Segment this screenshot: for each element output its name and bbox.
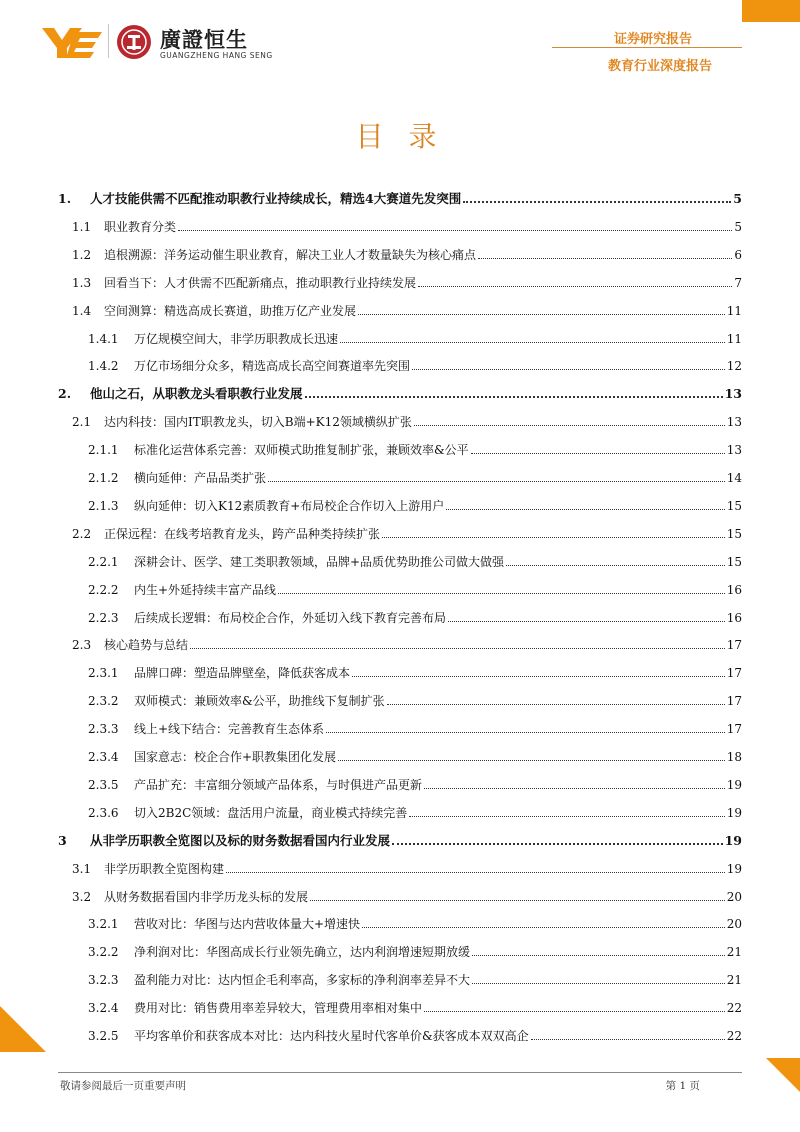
toc-entry-page: 7 (734, 275, 742, 290)
toc-entry-title: 切入2B2C领域：盘活用户流量，商业模式持续完善 (134, 805, 408, 820)
toc-entry-title: 费用对比：销售费用率差异较大，管理费用率相对集中 (134, 1001, 423, 1016)
toc-entry-page: 22 (726, 1029, 742, 1043)
toc-leader-dots (506, 565, 725, 566)
toc-leader-dots (472, 955, 725, 956)
toc-entry[interactable] (58, 573, 742, 597)
toc-entry[interactable] (58, 1019, 742, 1043)
toc-entry-title: 人才技能供需不匹配推动职教行业持续成长，精选4大赛道先发突围 (90, 191, 462, 206)
toc-entry-title: 国家意志：校企合作+职教集团化发展 (134, 750, 337, 764)
report-subtype-label: 教育行业深度报告 (607, 59, 712, 74)
toc-leader-dots (531, 1039, 725, 1040)
toc-entry-page: 13 (726, 443, 742, 458)
logo-separator (108, 24, 109, 58)
toc-leader-dots (412, 369, 725, 370)
toc-entry-title: 正保远程：在线考培教育龙头，跨产品种类持续扩张 (104, 526, 381, 541)
toc-leader-dots (472, 983, 725, 984)
toc-entry[interactable] (58, 656, 742, 680)
toc-entry-page: 15 (726, 526, 742, 541)
toc-leader-dots (424, 788, 725, 789)
toc-entry-number: 2.3.4 (88, 750, 119, 764)
toc-leader-dots (448, 621, 725, 622)
corner-accent-bottom-left (0, 1006, 46, 1052)
toc-entry-page: 19 (726, 777, 742, 792)
toc-entry[interactable] (58, 852, 742, 876)
toc-entry-number: 2.1.1 (88, 443, 119, 458)
toc-entry-title: 追根溯源：洋务运动催生职业教育，解决工业人才数量缺失为核心痛点 (104, 247, 477, 262)
brand-name-cn: 廣證恒生 (160, 28, 248, 52)
toc-entry-title: 从财务数据看国内非学历龙头标的发展 (104, 889, 309, 904)
toc-entry-title: 内生+外延持续丰富产品线 (134, 582, 277, 597)
toc-entry-title: 线上+线下结合：完善教育生态体系 (134, 722, 325, 737)
toc-entry[interactable] (58, 349, 742, 373)
toc-leader-dots (178, 230, 732, 231)
toc-entry[interactable] (58, 935, 742, 959)
toc-entry-number: 2.3.2 (88, 694, 119, 709)
toc-entry-title: 净利润对比：华图高成长行业领先确立，达内利润增速短期放缓 (134, 945, 471, 960)
toc-entry-page: 11 (726, 331, 742, 346)
toc-entry[interactable] (58, 796, 742, 820)
toc-leader-dots (340, 342, 725, 343)
toc-entry-title: 营收对比：华图与达内营收体量大+增速快 (134, 917, 361, 932)
toc-entry-title: 平均客单价和获客成本对比：达内科技火星时代客单价&获客成本双双高企 (134, 1029, 529, 1043)
toc-entry-number: 3.2 (72, 889, 92, 904)
toc-entry[interactable] (58, 461, 742, 485)
toc-entry[interactable] (58, 266, 742, 290)
toc-entry-page: 20 (726, 917, 742, 932)
toc-leader-dots (409, 816, 724, 817)
toc-entry-page: 14 (726, 471, 742, 485)
toc-entry-page: 17 (726, 694, 742, 709)
toc-entry-number: 1.4.1 (88, 331, 119, 346)
toc-leader-dots (418, 286, 732, 287)
toc-entry-page: 18 (726, 750, 742, 764)
toc-entry-title: 横向延伸：产品品类扩张 (134, 471, 267, 485)
toc-entry-number: 2.3.5 (88, 777, 119, 792)
toc-entry[interactable] (58, 210, 742, 234)
toc-entry-number: 2.3.1 (88, 666, 119, 681)
toc-entry-page: 17 (726, 722, 742, 737)
toc-entry-number: 1.4.2 (88, 359, 119, 374)
toc-entry-number: 1.3 (72, 275, 92, 290)
toc-entry-title: 他山之石，从职教龙头看职教行业发展 (90, 386, 303, 402)
toc-entry[interactable] (58, 740, 742, 764)
toc-entry-page: 19 (726, 805, 742, 820)
toc-entry[interactable] (58, 433, 742, 457)
corner-accent-bottom-right (766, 1058, 800, 1092)
toc-entry-page: 17 (726, 638, 742, 653)
toc-leader-dots (310, 900, 725, 901)
footer-disclaimer: 敬请参阅最后一页重要声明 (60, 1080, 186, 1092)
toc-leader-dots (392, 843, 723, 845)
toc-entry-page: 12 (726, 359, 742, 374)
toc-leader-dots (424, 1011, 725, 1012)
toc-entry[interactable] (58, 880, 742, 904)
report-type-label: 证券研究报告 (613, 32, 692, 47)
toc-entry-page: 19 (726, 861, 742, 876)
toc-entry[interactable] (58, 628, 742, 652)
toc-leader-dots (305, 396, 723, 398)
toc-entry-page: 21 (726, 945, 742, 960)
footer-page-number: 第 1 页 (665, 1080, 700, 1092)
toc-entry-number: 3.2.1 (88, 917, 119, 932)
toc-leader-dots (471, 453, 725, 454)
toc-entry-title: 空间测算：精选高成长赛道，助推万亿产业发展 (104, 303, 357, 318)
toc-entry[interactable] (58, 768, 742, 792)
toc-entry-title: 盈利能力对比：达内恒企毛利率高，多家标的净利润率差异不大 (134, 973, 471, 988)
toc-entry[interactable] (58, 684, 742, 708)
toc-leader-dots (338, 760, 725, 761)
toc-entry-number: 2.1.2 (88, 471, 119, 485)
toc-entry-title: 万亿市场细分众多，精选高成长高空间赛道率先突围 (134, 359, 411, 374)
toc-leader-dots (226, 872, 725, 873)
toc-entry[interactable] (58, 963, 742, 987)
toc-leader-dots (326, 732, 725, 733)
toc-entry-number: 2.2.2 (88, 582, 119, 597)
toc-entry[interactable] (58, 322, 742, 346)
toc-entry-number: 2.2 (72, 526, 92, 541)
toc-entry-title: 达内科技：国内IT职教龙头，切入B端+K12领域横纵扩张 (104, 415, 412, 430)
toc-entry-number: 3.2.5 (88, 1029, 119, 1043)
toc-leader-dots (387, 704, 725, 705)
toc-entry[interactable] (58, 182, 742, 206)
toc-leader-dots (382, 537, 725, 538)
toc-entry-title: 万亿规模空间大，非学历职教成长迅速 (134, 331, 339, 346)
toc-entry-number: 2.3 (72, 638, 92, 653)
toc-leader-dots (358, 314, 725, 315)
toc-leader-dots (446, 509, 724, 510)
toc-entry-title: 产品扩充：丰富细分领域产品体系，与时俱进产品更新 (134, 777, 423, 792)
toc-entry-title: 后续成长逻辑：布局校企合作，外延切入线下教育完善布局 (134, 610, 447, 625)
toc-entry[interactable] (58, 712, 742, 736)
footer-divider (58, 1072, 742, 1073)
toc-entry-title: 标准化运营体系完善：双师模式助推复制扩张，兼顾效率&公平 (134, 443, 469, 458)
toc-entry[interactable] (58, 601, 742, 625)
toc-entry[interactable] (58, 907, 742, 931)
toc-entry-title: 核心趋势与总结 (104, 638, 189, 653)
toc-entry-title: 回看当下：人才供需不匹配新痛点，推动职教行业持续发展 (104, 275, 417, 290)
toc-entry-page: 22 (726, 1001, 742, 1016)
toc-entry[interactable] (58, 991, 742, 1015)
toc-entry-number: 2.3.6 (88, 805, 119, 820)
toc-entry-page: 16 (726, 582, 742, 597)
toc-leader-dots (190, 648, 725, 649)
toc-entry-page: 20 (726, 889, 742, 904)
toc-entry-number: 2.1.3 (88, 498, 119, 513)
toc-entry[interactable] (58, 545, 742, 569)
toc-entry-page: 15 (726, 554, 742, 569)
toc-entry-number: 1.4 (72, 303, 92, 318)
ye-logo-icon (40, 22, 104, 62)
toc-leader-dots (268, 481, 725, 482)
toc-entry-page: 19 (724, 832, 742, 848)
toc-entry[interactable] (58, 489, 742, 513)
toc-entry[interactable] (58, 377, 742, 401)
toc-entry-number: 3 (58, 832, 67, 848)
toc-entry-title: 纵向延伸：切入K12素质教育+布局校企合作切入上游用户 (134, 498, 445, 513)
toc-leader-dots (414, 425, 725, 426)
toc-entry-number: 2.3.3 (88, 722, 119, 737)
toc-entry-number: 1. (58, 191, 72, 206)
toc-entry[interactable] (58, 824, 742, 848)
toc-entry-number: 3.2.4 (88, 1001, 119, 1016)
toc-entry-number: 3.2.3 (88, 973, 119, 988)
toc-leader-dots (362, 927, 725, 928)
header-divider (552, 47, 742, 48)
toc-leader-dots (352, 676, 725, 677)
toc-entry-number: 3.2.2 (88, 945, 119, 960)
toc-entry-page: 13 (724, 386, 742, 402)
toc-entry-page: 11 (726, 303, 742, 318)
toc-entry-page: 21 (726, 973, 742, 988)
toc-entry[interactable] (58, 238, 742, 262)
toc-entry-number: 1.2 (72, 247, 92, 262)
toc-entry-number: 2.1 (72, 415, 92, 430)
brand-name-en: GUANGZHENG HANG SENG (160, 51, 273, 60)
toc-entry[interactable] (58, 405, 742, 429)
toc-entry-number: 2.2.3 (88, 610, 119, 625)
toc-entry-page: 13 (726, 415, 742, 430)
toc-entry-number: 1.1 (72, 219, 92, 234)
toc-leader-dots (463, 201, 731, 203)
toc-entry-title: 双师模式：兼顾效率&公平，助推线下复制扩张 (134, 694, 385, 709)
toc-entry-number: 2. (58, 386, 72, 402)
toc-entry-title: 深耕会计、医学、建工类职教领域，品牌+品质优势助推公司做大做强 (134, 554, 505, 569)
toc-entry-number: 2.2.1 (88, 554, 119, 569)
toc-entry-title: 从非学历职教全览图以及标的财务数据看国内行业发展 (90, 832, 391, 848)
toc-entry-page: 6 (734, 247, 742, 262)
toc-entry-title: 职业教育分类 (104, 219, 177, 234)
toc-entry-page: 5 (733, 191, 742, 206)
toc-entry-page: 17 (726, 666, 742, 681)
toc-entry-page: 5 (734, 219, 742, 234)
toc-entry-number: 3.1 (72, 861, 92, 876)
toc-entry-title: 非学历职教全览图构建 (104, 861, 225, 876)
toc-leader-dots (278, 593, 725, 594)
toc-entry-title: 品牌口碑：塑造品牌壁垒，降低获客成本 (134, 666, 351, 681)
page-title: 目 录 (355, 120, 445, 153)
toc-leader-dots (478, 258, 732, 259)
corner-accent-top-right (742, 0, 800, 22)
toc-entry[interactable] (58, 294, 742, 318)
toc-entry-page: 16 (726, 610, 742, 625)
seal-logo-icon (116, 24, 152, 60)
toc-entry-page: 15 (726, 498, 742, 513)
toc-entry[interactable] (58, 517, 742, 541)
